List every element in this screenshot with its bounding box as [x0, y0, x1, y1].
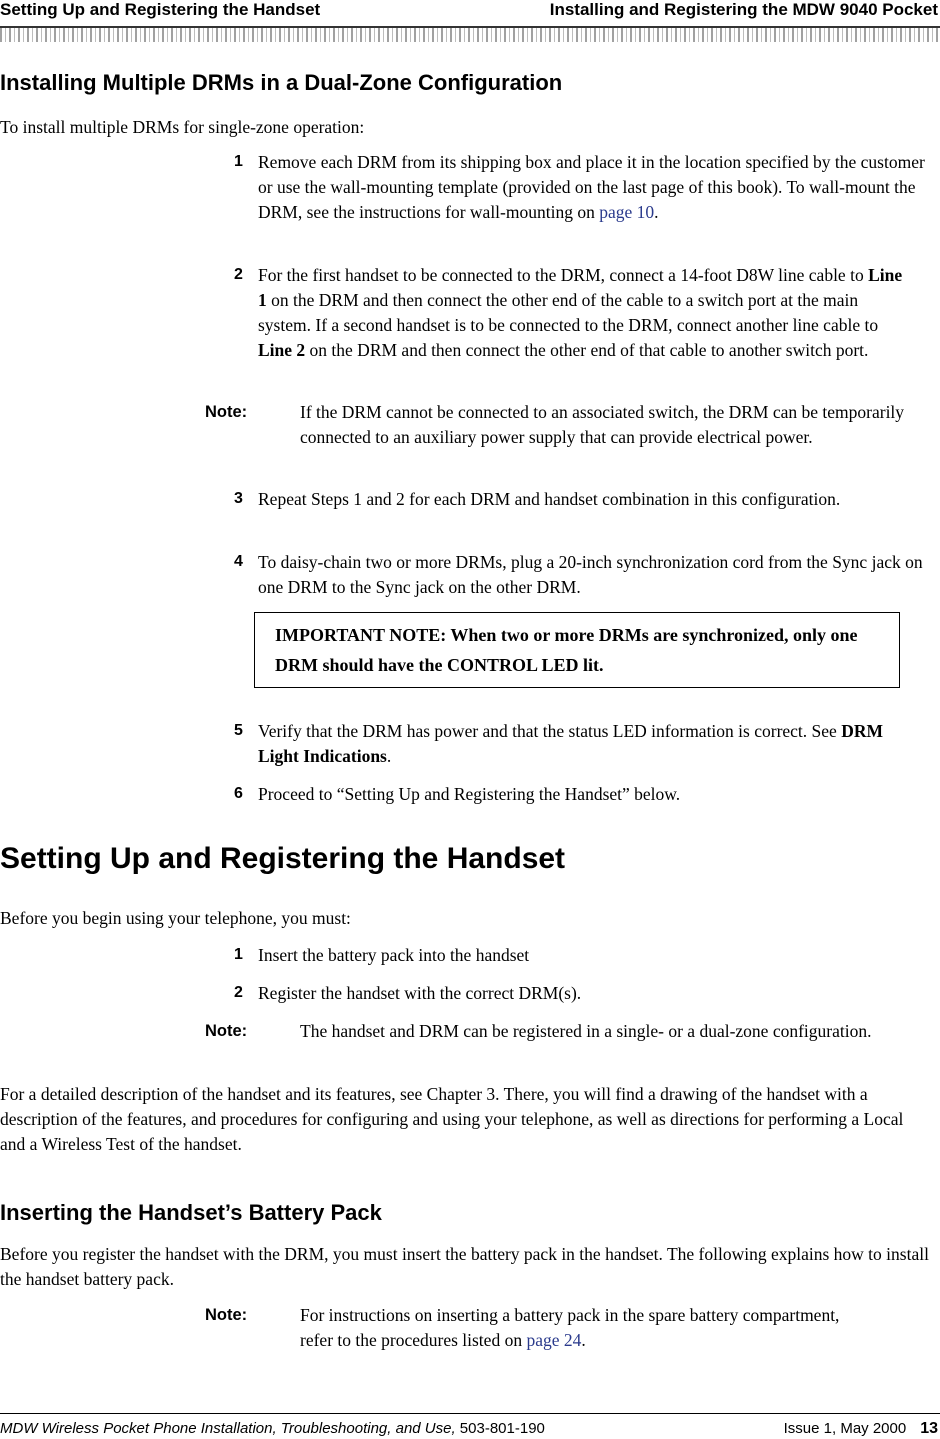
note-label: Note:: [205, 403, 248, 421]
step-number: 1: [234, 946, 243, 963]
section3-paragraph: Before you register the handset with the DRM, you must insert the battery pack in the handset. The following explains how to install the handset battery pack.: [0, 1244, 929, 1289]
step-number: 3: [234, 490, 243, 507]
page-number: 13: [920, 1420, 938, 1437]
step-text: For the first handset to be connected to the DRM, connect a 14-foot D8W line cable to Line 1 on the DRM and then connect the other end of the cable to a switch port at the main system. If a second handset is to be connected to the DRM, connect another line cable to Line 2 on the DRM and then connect the other end of that cable to another switch port.: [258, 265, 903, 360]
step-number: 5: [234, 722, 243, 739]
step-number: 6: [234, 785, 243, 802]
step-text: Repeat Steps 1 and 2 for each DRM and handset combination in this configuration.: [258, 489, 841, 509]
step-number: 1: [234, 153, 243, 170]
step-text: Remove each DRM from its shipping box and place it in the location specified by the customer or use the wall-mounting template (provided on the last page of this book). To wall-mount the DRM, see the instructions for wall-mounting on page 10.: [258, 152, 925, 222]
footer-rule: [0, 1413, 940, 1414]
section2-intro: Before you begin using your telephone, you must:: [0, 908, 351, 928]
running-header-left: Setting Up and Registering the Handset: [0, 0, 321, 19]
page-10-link[interactable]: page 10: [599, 202, 655, 222]
footer-issue: Issue 1, May 2000 13: [783, 1420, 938, 1437]
step-number: 4: [234, 553, 243, 570]
page-24-link[interactable]: page 24: [526, 1330, 582, 1350]
section-heading-battery-pack: Inserting the Handset’s Battery Pack: [0, 1200, 382, 1225]
step-number: 2: [234, 984, 243, 1001]
step-text: Insert the battery pack into the handset: [258, 945, 530, 965]
note-text: If the DRM cannot be connected to an associated switch, the DRM can be temporarily connected to an auxiliary power supply that can provide electrical power.: [300, 402, 905, 447]
step-number: 2: [234, 266, 243, 283]
footer-doc-title: MDW Wireless Pocket Phone Installation, Troubleshooting, and Use, 503-801-190: [0, 1420, 545, 1437]
step-text: Register the handset with the correct DRM(s).: [258, 983, 582, 1003]
header-rule-line: [0, 26, 940, 28]
drm-light-indications-ref: DRM Light Indications: [258, 721, 883, 766]
section-heading-setting-up: Setting Up and Registering the Handset: [0, 842, 566, 875]
note-text: The handset and DRM can be registered in a single- or a dual-zone configuration.: [300, 1021, 872, 1041]
section1-intro: To install multiple DRMs for single-zone operation:: [0, 117, 365, 137]
step-text: Proceed to “Setting Up and Registering the Handset” below.: [258, 784, 681, 804]
step-text: Verify that the DRM has power and that the status LED information is correct. See DRM Light Indications.: [258, 721, 883, 766]
important-note-box: IMPORTANT NOTE: When two or more DRMs are synchronized, only one DRM should have the CONTROL LED lit.: [254, 612, 900, 688]
note-text: For instructions on inserting a battery pack in the spare battery compartment, refer to the procedures listed on page 24.: [300, 1305, 840, 1350]
note-label: Note:: [205, 1306, 248, 1324]
section-heading-dual-zone: Installing Multiple DRMs in a Dual-Zone Configuration: [0, 70, 563, 95]
section2-paragraph: For a detailed description of the handset and its features, see Chapter 3. There, you will find a drawing of the handset with a description of the features, and procedures for configuring and using your telephone, as well as directions for performing a Local and a Wireless Test of the handset.: [0, 1084, 904, 1154]
running-header-right: Installing and Registering the MDW 9040 Pocket: [549, 0, 938, 19]
note-label: Note:: [205, 1022, 248, 1040]
header-decorative-rule: [0, 26, 940, 42]
step-text: To daisy-chain two or more DRMs, plug a 20-inch synchronization cord from the Sync jack on one DRM to the Sync jack on the other DRM.: [258, 552, 923, 597]
